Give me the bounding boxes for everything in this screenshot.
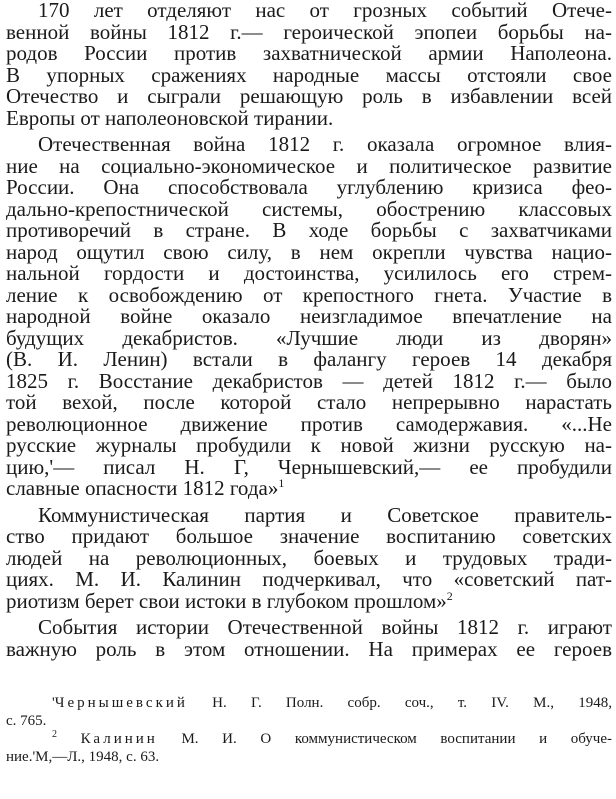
text-line: Коммунистическая партия и Советское правитель-	[38, 502, 612, 527]
text-line: 170 лет отделяют нас от грозных событий Отече-	[38, 0, 612, 22]
paragraph-4	[6, 617, 612, 660]
footnote-line	[6, 694, 612, 712]
text-line-content: риотизм берет свои истоки в глубоком прошлом»	[6, 588, 447, 613]
text-line: важную роль в этом отношении. На примерах ее героев	[6, 636, 612, 661]
text-line: ство придают большое значение воспитанию советских	[6, 524, 612, 548]
footnote-marker: '	[52, 695, 55, 711]
text-line: народ ощутил свою силу, в нем окрепли чувства нацио-	[6, 239, 612, 264]
text-line: дально-крепостнической системы, обострению классовых	[6, 196, 612, 221]
text-line: 1825 г. Восстание декабристов — детей 1812 г.— было	[6, 368, 612, 393]
text-line: будущих декабристов. «Лучшие люди из дворян»	[6, 325, 612, 350]
text-line: Отечество и сыграли решающую роль в избавлении всей	[6, 84, 612, 108]
footnote-ref-1: 1	[278, 476, 285, 490]
text-line: народной войне оказало неизгладимое впечатление на	[6, 304, 612, 328]
footnote-text: М. И. О коммунистическом воспитании и обуче-	[157, 731, 612, 747]
footnote-author: Чернышевский	[54, 695, 188, 711]
text-line: цию,'— писал Н. Г, Чернышевский,— ее пробудили	[6, 454, 612, 479]
document-page	[6, 0, 612, 665]
footnotes	[6, 694, 612, 766]
text-line: Отечественная война 1812 г. оказала огромное влия-	[38, 132, 612, 156]
footnote-line	[6, 730, 612, 748]
text-line	[6, 588, 612, 613]
text-line: противоречий в стране. В ходе борьбы с захватчиками	[6, 218, 612, 242]
paragraph-3	[6, 502, 612, 613]
text-line: той вехой, после которой стало непрерывно нарастать	[6, 390, 612, 414]
paragraph-1	[6, 0, 612, 129]
text-line: (В. И. Ленин) встали в фалангу героев 14 декабря	[6, 347, 612, 371]
text-line: людей на революционных, боевых и трудовых тради-	[6, 545, 612, 570]
text-line: События истории Отечественной войны 1812 г. играют	[38, 615, 612, 639]
text-line: родов России против захватнической армии Наполеона.	[6, 41, 612, 65]
text-line: нальной гордости и достоинства, усилилось его стрем-	[6, 261, 612, 285]
footnote-author: Калинин	[80, 731, 158, 747]
text-line: В упорных сражениях народные массы отстояли свое	[6, 62, 612, 87]
text-line: ление к освобождению от крепостного гнета. Участие в	[6, 282, 612, 307]
text-line-content: славные опасности 1812 года»	[6, 476, 279, 500]
text-line: России. Она способствовала углублению кризиса фео-	[6, 175, 612, 199]
text-line: революционное движение против самодержавия. «...Не	[6, 411, 612, 436]
text-line: русские журналы пробудили к новой жизни русскую на-	[6, 433, 612, 457]
paragraph-2	[6, 134, 612, 500]
footnote-line: с. 765.	[6, 713, 47, 729]
text-line: циях. М. И. Калинин подчеркивал, что «советский пат-	[6, 567, 612, 591]
footnote-text: Н. Г. Полн. собр. соч., т. IV. М., 1948,	[187, 695, 612, 711]
footnote-ref-2: 2	[446, 588, 453, 603]
footnote-2	[6, 730, 612, 766]
text-line	[6, 478, 612, 500]
footnote-marker: 2	[52, 729, 57, 740]
text-line: ние на социально-экономическое и политическое развитие	[6, 153, 612, 178]
text-line: Европы от наполеоновской тирании.	[6, 105, 334, 130]
text-line: венной войны 1812 г.— героической эпопеи борьбы на-	[6, 19, 612, 44]
footnote-1	[6, 694, 612, 730]
footnote-line: ние.'М,—Л., 1948, с. 63.	[6, 749, 160, 765]
